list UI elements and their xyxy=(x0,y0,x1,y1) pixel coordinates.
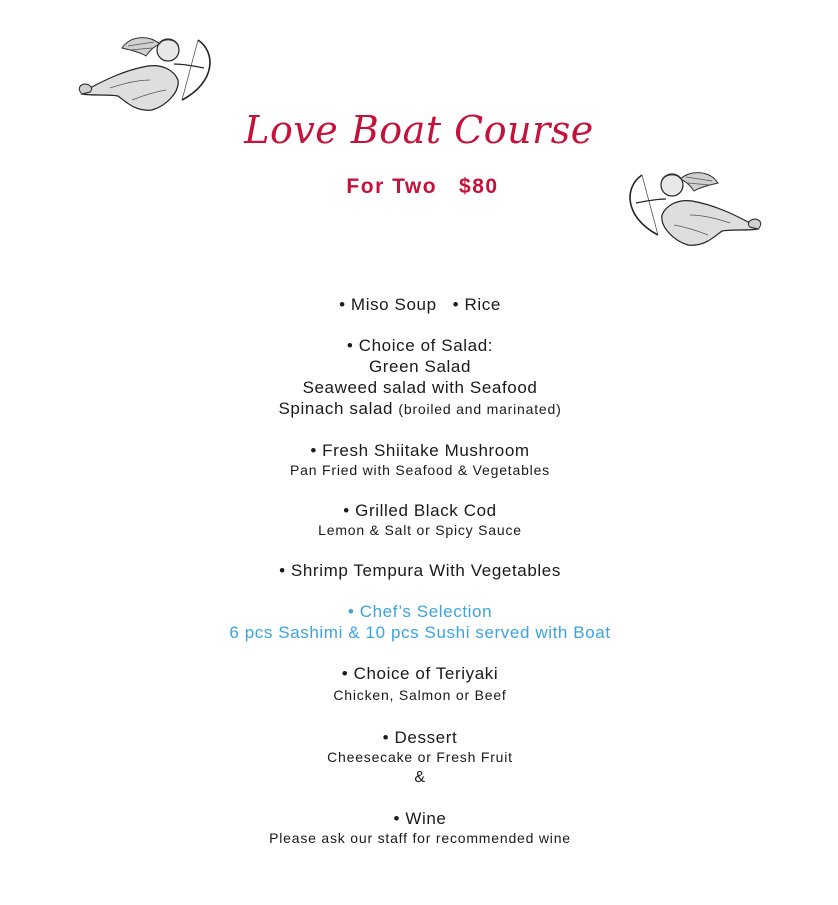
salad-option-seaweed: Seaweed salad with Seafood xyxy=(302,378,538,397)
menu-item-heading: • Choice of Teriyaki xyxy=(341,664,499,683)
menu-item-teriyaki xyxy=(0,663,838,705)
menu-item-note: Chicken, Salmon or Beef xyxy=(333,687,507,703)
menu-item-salad xyxy=(0,335,838,420)
price-subtitle: For Two $80 xyxy=(346,175,499,198)
salad-option-green: Green Salad xyxy=(368,357,472,376)
menu-item-heading: • Miso Soup • Rice xyxy=(339,295,501,314)
menu-item-soup-rice xyxy=(0,294,838,315)
menu-item-note: Lemon & Salt or Spicy Sauce xyxy=(318,522,522,538)
menu-item-heading: • Choice of Salad: xyxy=(346,336,494,355)
menu-item-heading: • Wine xyxy=(393,809,447,828)
page-title: Love Boat Course xyxy=(244,108,594,152)
salad-option-spinach xyxy=(0,398,838,420)
salad-option-spinach-note: (broiled and marinated) xyxy=(398,401,562,417)
menu-item-heading: • Fresh Shiitake Mushroom xyxy=(310,441,530,460)
menu-item-black-cod xyxy=(0,500,838,540)
menu-item-wine xyxy=(0,808,838,848)
menu-item-heading: • Chef’s Selection xyxy=(347,602,493,621)
menu-item-mushroom xyxy=(0,440,838,480)
menu-item-heading: • Shrimp Tempura With Vegetables xyxy=(279,561,561,580)
menu-item-tempura xyxy=(0,560,838,581)
course-menu xyxy=(0,294,838,868)
menu-item-heading: • Dessert xyxy=(382,728,458,747)
ampersand: & xyxy=(414,769,426,786)
menu-item-note: Please ask our staff for recommended wine xyxy=(269,830,571,846)
menu-item-chefs-selection xyxy=(0,601,838,643)
menu-item-note: Pan Fried with Seafood & Vegetables xyxy=(290,462,550,478)
salad-option-spinach-label: Spinach salad xyxy=(278,399,394,418)
menu-item-note: Cheesecake or Fresh Fruit xyxy=(327,749,513,765)
menu-item-heading: • Grilled Black Cod xyxy=(343,501,497,520)
cupid-with-bow-icon xyxy=(70,30,220,120)
menu-item-dessert xyxy=(0,727,838,788)
menu-item-note: 6 pcs Sashimi & 10 pcs Sushi served with Boat xyxy=(229,623,611,642)
